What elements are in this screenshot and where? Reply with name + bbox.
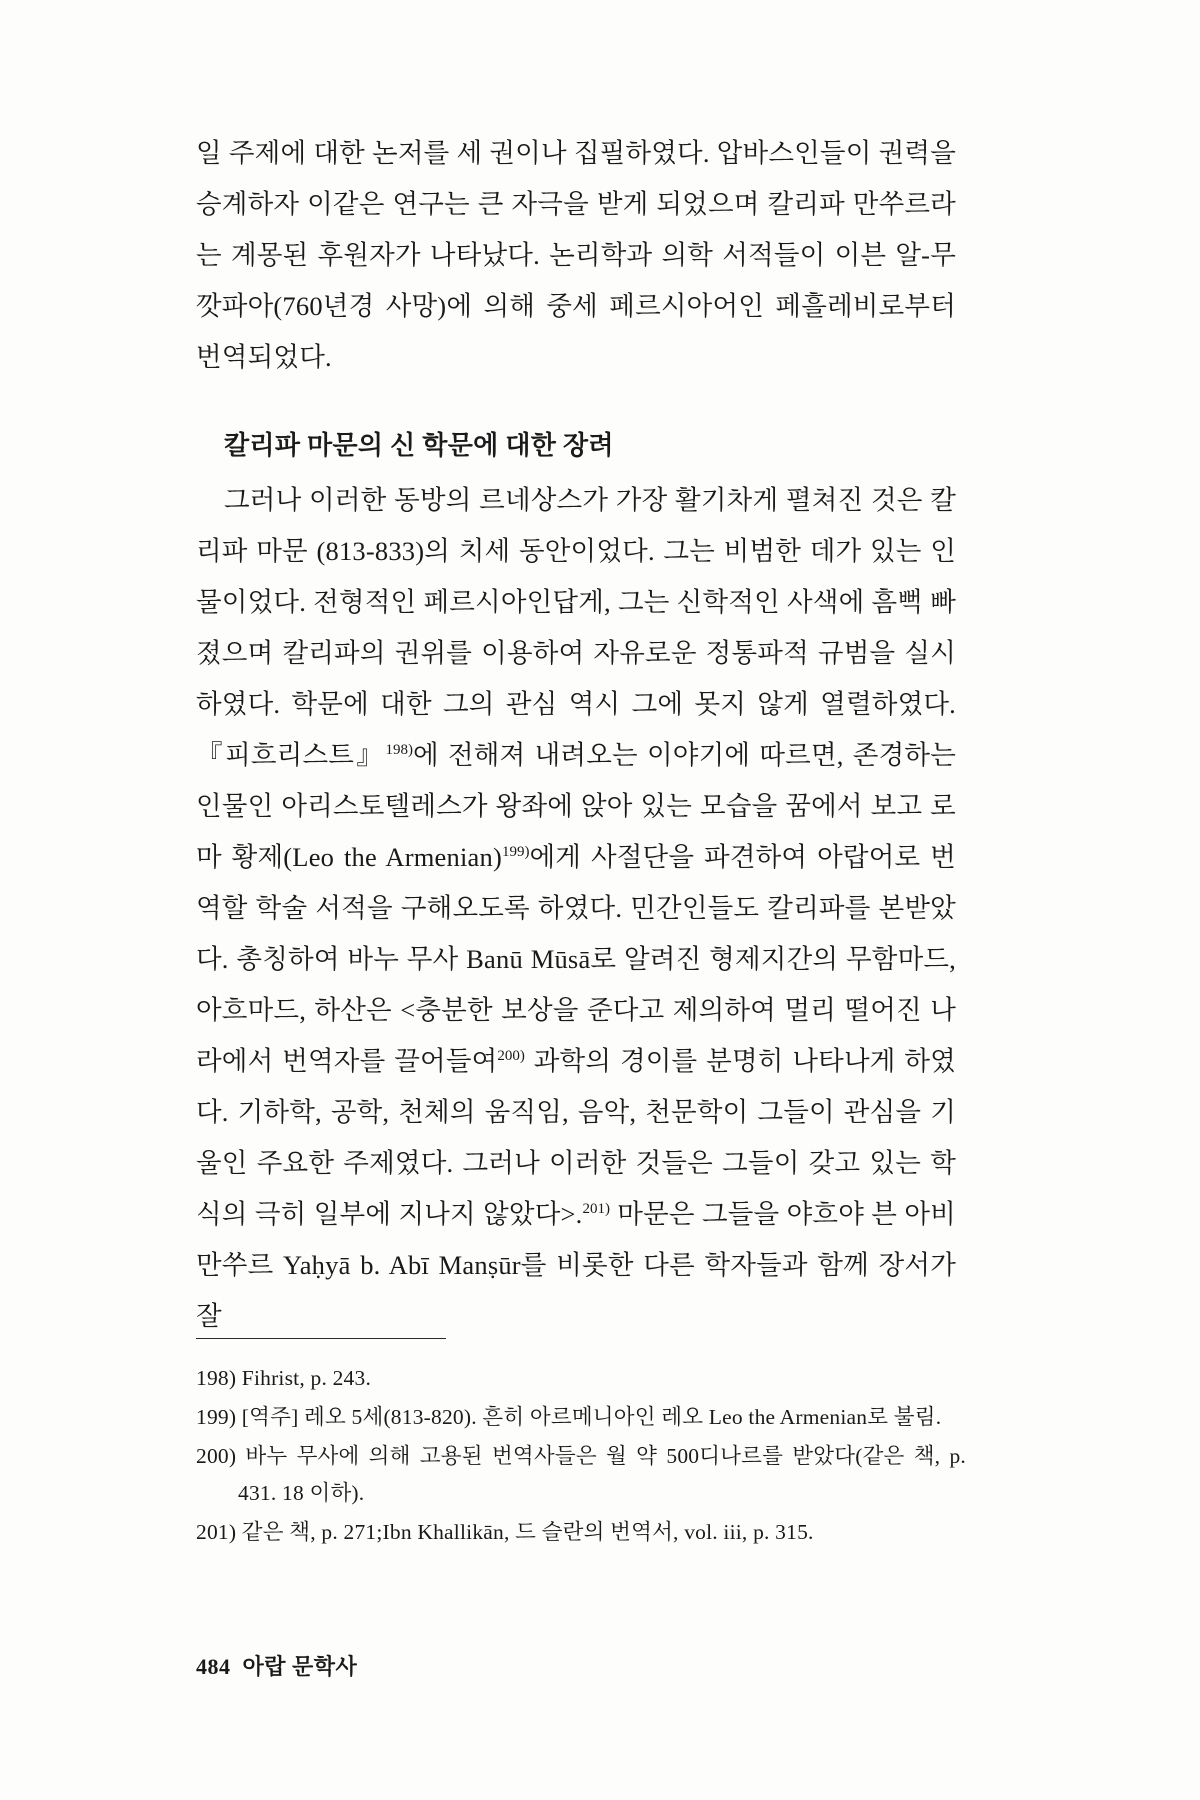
running-title: 아랍 문학사	[242, 1654, 358, 1679]
paragraph-2-part-c: 에게 사절단을 파견하여 아랍어로 번역할 학술 서적을 구해오도록 하였다. 민간인들도 칼리파를 본받았다. 총칭하여 바누 무사 Banū Mūsā로 알려진 형제지간의 무함마드, 아흐마드, 하산은 <충분한 보상을 준다고 제의하여 멀리 떨어진 나라에서 번역자를 끌어들여	[196, 842, 956, 1076]
footnote-item: 201) 같은 책, p. 271;Ibn Khallikān, 드 슬란의 번역서, vol. iii, p. 315.	[196, 1520, 814, 1544]
footnote-marker-198: 198)	[385, 742, 414, 759]
footnote-list	[196, 1360, 966, 1553]
footnote-marker-199: 199)	[501, 844, 530, 861]
footnote-marker-201: 201)	[582, 1201, 610, 1218]
footnote-item: 200) 바누 무사에 의해 고용된 번역사들은 월 약 500디나르를 받았다(같은 책, p. 431. 18 이하).	[196, 1444, 966, 1505]
footnote-marker-200: 200)	[497, 1048, 525, 1065]
paragraph-2-part-e: 마문은 그들을 야흐야 븐 아비 만쑤르 Yaḥyā b. Abī Manṣūr를 비롯한 다른 학자들과 함께 장서가 잘	[196, 1199, 956, 1331]
footnote-item: 199) [역주] 레오 5세(813-820). 흔히 아르메니아인 레오 Leo the Armenian로 불림.	[196, 1405, 942, 1429]
section-heading: 칼리파 마문의 신 학문에 대한 장려	[224, 431, 614, 460]
paragraph-2-part-a: 그러나 이러한 동방의 르네상스가 가장 활기차게 펼쳐진 것은 칼리파 마문 (813-833)의 치세 동안이었다. 그는 비범한 데가 있는 인물이었다. 전형적인 페르시아인답게, 그는 신학적인 사색에 흠뻑 빠졌으며 칼리파의 권위를 이용하여 자유로운 정통파적 규범을 실시하였다. 학문에 대한 그의 관심 역시 그에 못지 않게 열렬하였다. 『피흐리스트』	[196, 485, 956, 770]
page-number: 484	[196, 1654, 231, 1679]
page-footer	[196, 1650, 357, 1681]
paragraph-2-part-b: 에 전해져 내려오는 이야기에 따르면, 존경하는 인물인 아리스토텔레스가 왕좌에 앉아 있는 모습을 꿈에서 보고 로마 황제(Leo the Armenian)	[196, 740, 956, 872]
paragraph-1: 일 주제에 대한 논저를 세 권이나 집필하였다. 압바스인들이 권력을 승계하자 이같은 연구는 큰 자극을 받게 되었으며 칼리파 만쑤르라는 계몽된 후원자가 나타났다. 논리학과 의학 서적들이 이븐 알-무깟파아(760년경 사망)에 의해 중세 페르시아어인 페흘레비로부터 번역되었다.	[196, 138, 956, 372]
footnote-item: 198) Fihrist, p. 243.	[196, 1366, 372, 1390]
page-body	[196, 128, 956, 1342]
paragraph-2-part-d: 과학의 경이를 분명히 나타나게 하였다. 기하학, 공학, 천체의 움직임, 음악, 천문학이 그들이 관심을 기울인 주요한 주제였다. 그러나 이러한 것들은 그들이 갖고 있는 학식의 극히 일부에 지나지 않았다>.	[196, 1046, 956, 1229]
footnote-separator	[196, 1338, 446, 1339]
paragraph-2	[196, 475, 956, 1342]
